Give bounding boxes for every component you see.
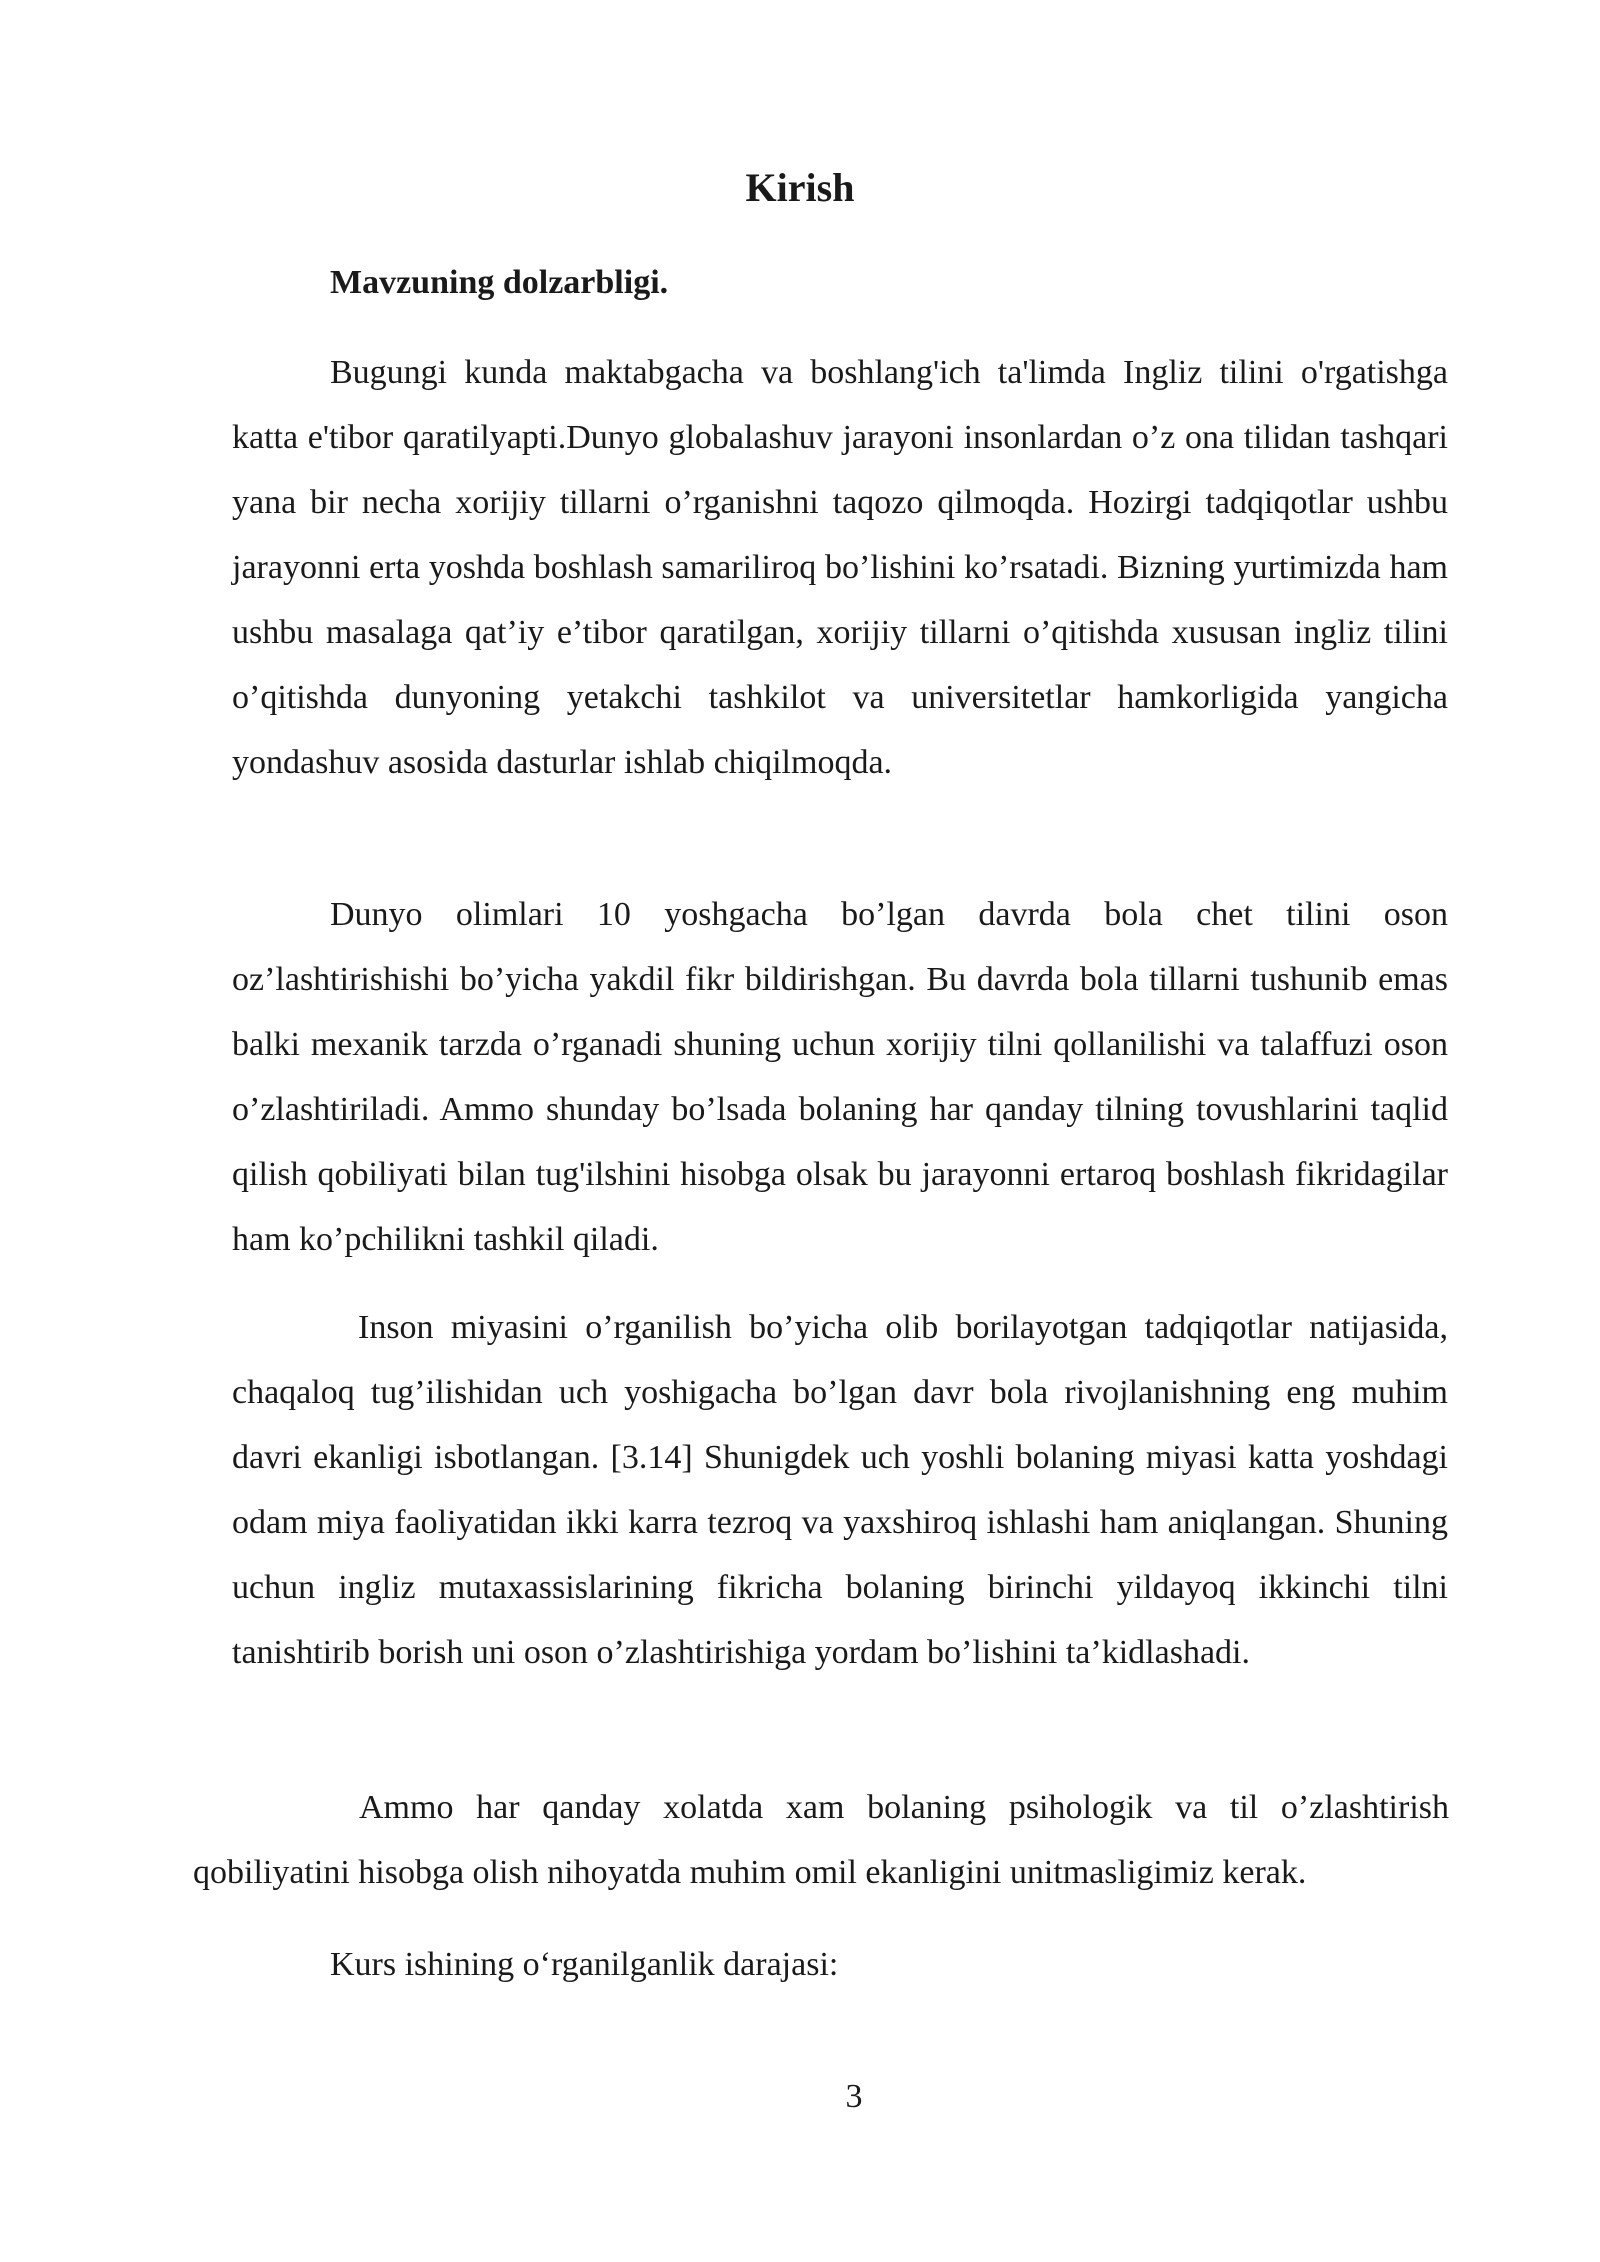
section-heading: Mavzuning dolzarbligi. [330, 264, 669, 301]
page-title: Kirish [745, 165, 855, 210]
paragraph-2: Dunyo olimlari 10 yoshgacha bo’lgan davrda bola chet tilini oson oz’lashtirishishi bo’yicha yakdil fikr bildirishgan. Bu davrda bola tillarni tushunib emas balki mexanik tarzda o’rganadi shuning uchun xorijiy tilni qollanilishi va talaffuzi oson o’zlashtiriladi. Ammo shunday bo’lsada bolaning har qanday tilning tovushlarini taqlid qilish qobiliyati bilan tug'ilshini hisobga olsak bu jarayonni ertaroq boshlash fikridagilar ham ko’pchilikni tashkil qiladi. [232, 896, 1448, 1258]
page-number: 3 [845, 2078, 863, 2115]
paragraph-3: Inson miyasini o’rganilish bo’yicha olib borilayotgan tadqiqotlar natijasida, chaqaloq tug’ilishidan uch yoshigacha bo’lgan davr bola rivojlanishning eng muhim davri ekanligi isbotlangan. [3.14] Shunigdek uch yoshli bolaning miyasi katta yoshdagi odam miya faoliyatidan ikki karra tezroq va yaxshiroq ishlashi ham aniqlangan. Shuning uchun ingliz mutaxassislarining fikricha bolaning birinchi yildayoq ikkinchi tilni tanishtirib borish uni oson o’zlashtirishiga yordam bo’lishini ta’kidlashadi. [232, 1309, 1448, 1671]
paragraph-4: Ammo har qanday xolatda xam bolaning psihologik va til o’zlashtirish qobiliyatini hisobga olish nihoyatda muhim omil ekanligini unitmasligimiz kerak. [193, 1789, 1449, 1891]
paragraph-1: Bugungi kunda maktabgacha va boshlang'ich ta'limda Ingliz tilini o'rgatishga katta e'tibor qaratilyapti.Dunyo globalashuv jarayoni insonlardan o’z ona tilidan tashqari yana bir necha xorijiy tillarni o’rganishni taqozo qilmoqda. Hozirgi tadqiqotlar ushbu jarayonni erta yoshda boshlash samariliroq bo’lishini ko’rsatadi. Bizning yurtimizda ham ushbu masalaga qat’iy e’tibor qaratilgan, xorijiy tillarni o’qitishda xususan ingliz tilini o’qitishda dunyoning yetakchi tashkilot va universitetlar hamkorligida yangicha yondashuv asosida dasturlar ishlab chiqilmoqda. [232, 354, 1448, 781]
paragraph-5: Kurs ishining o‘rganilganlik darajasi: [330, 1946, 839, 1983]
